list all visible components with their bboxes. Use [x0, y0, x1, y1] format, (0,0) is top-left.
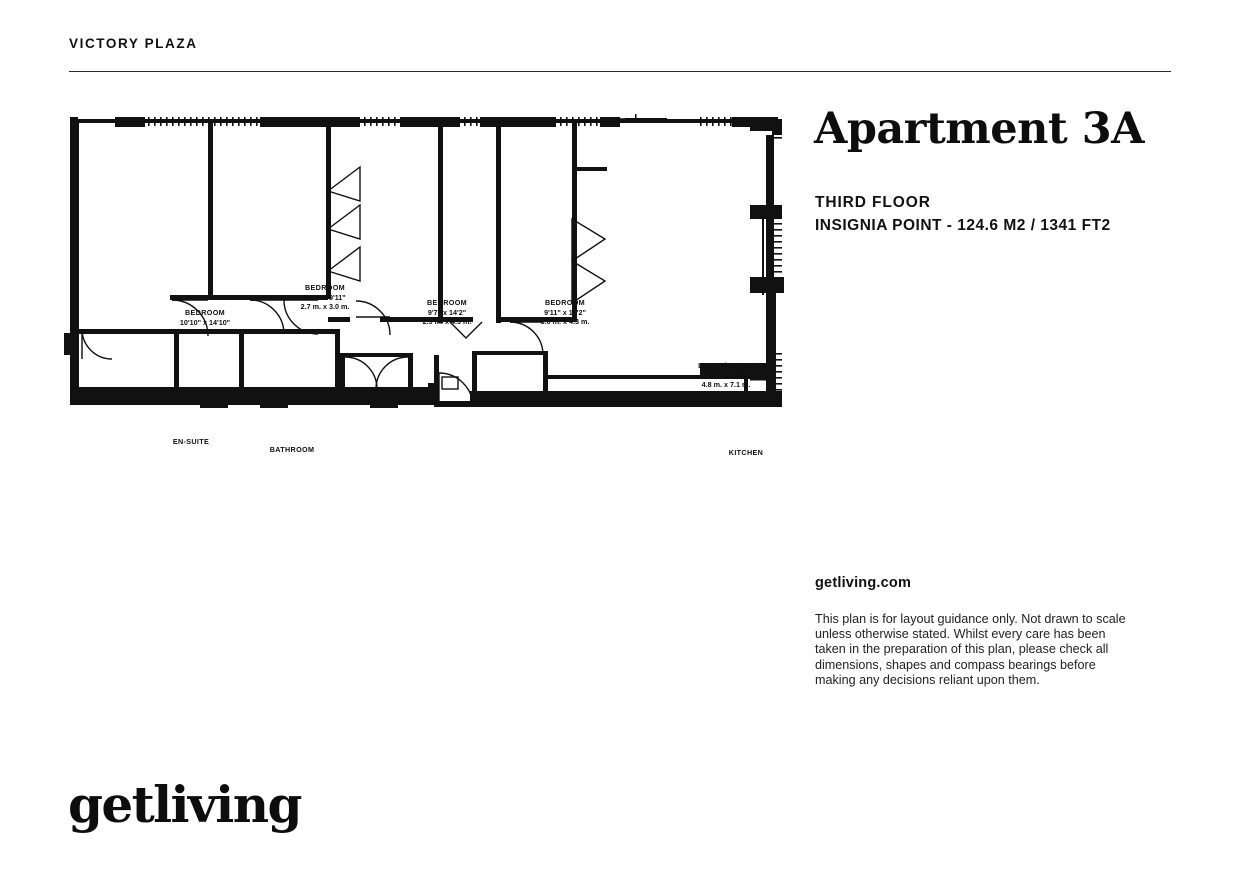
floorplan-svg: [60, 105, 800, 425]
room-label: LIVING/DINING 15'9" x 23'4" 4.8 m. x 7.1 m.: [698, 361, 754, 389]
room-label: BEDROOM 9'11" x 14'2" 3.0 m. x 4.3 m.: [540, 298, 590, 326]
room-label: BEDROOM 9'7" x 14'2" 2.9 m. x 4.3 m.: [422, 298, 472, 326]
room-label: KITCHEN: [728, 448, 764, 457]
header-divider: [69, 71, 1171, 72]
building-area-label: INSIGNIA POINT - 124.6 M2 / 1341 FT2: [815, 217, 1111, 234]
room-label: BEDROOM 10'10" x 14'10" 3.3 m. x 4.5 m.: [179, 308, 231, 336]
disclaimer-text: This plan is for layout guidance only. Not drawn to scale unless otherwise stated. Whilst every care has been taken in the preparation of this plan, please check all dimensions, shapes and compass bearings before making any decisions reliant upon them.: [815, 612, 1126, 687]
page-title: VICTORY PLAZA: [69, 36, 198, 51]
room-label: BEDROOM 8'11" x 9'11" 2.7 m. x 3.0 m.: [300, 283, 350, 311]
room-label: EN-SUITE: [172, 437, 210, 446]
floor-label: THIRD FLOOR: [815, 194, 931, 211]
floorplan-drawing: [60, 105, 800, 457]
apartment-title: Apartment 3A: [814, 104, 1145, 154]
website-link[interactable]: getliving.com: [815, 575, 912, 591]
getliving-logo: getliving: [68, 775, 301, 834]
floorplan-doors: [82, 119, 666, 407]
floorplan-walls: [64, 114, 784, 408]
room-label: BATHROOM: [269, 445, 315, 454]
